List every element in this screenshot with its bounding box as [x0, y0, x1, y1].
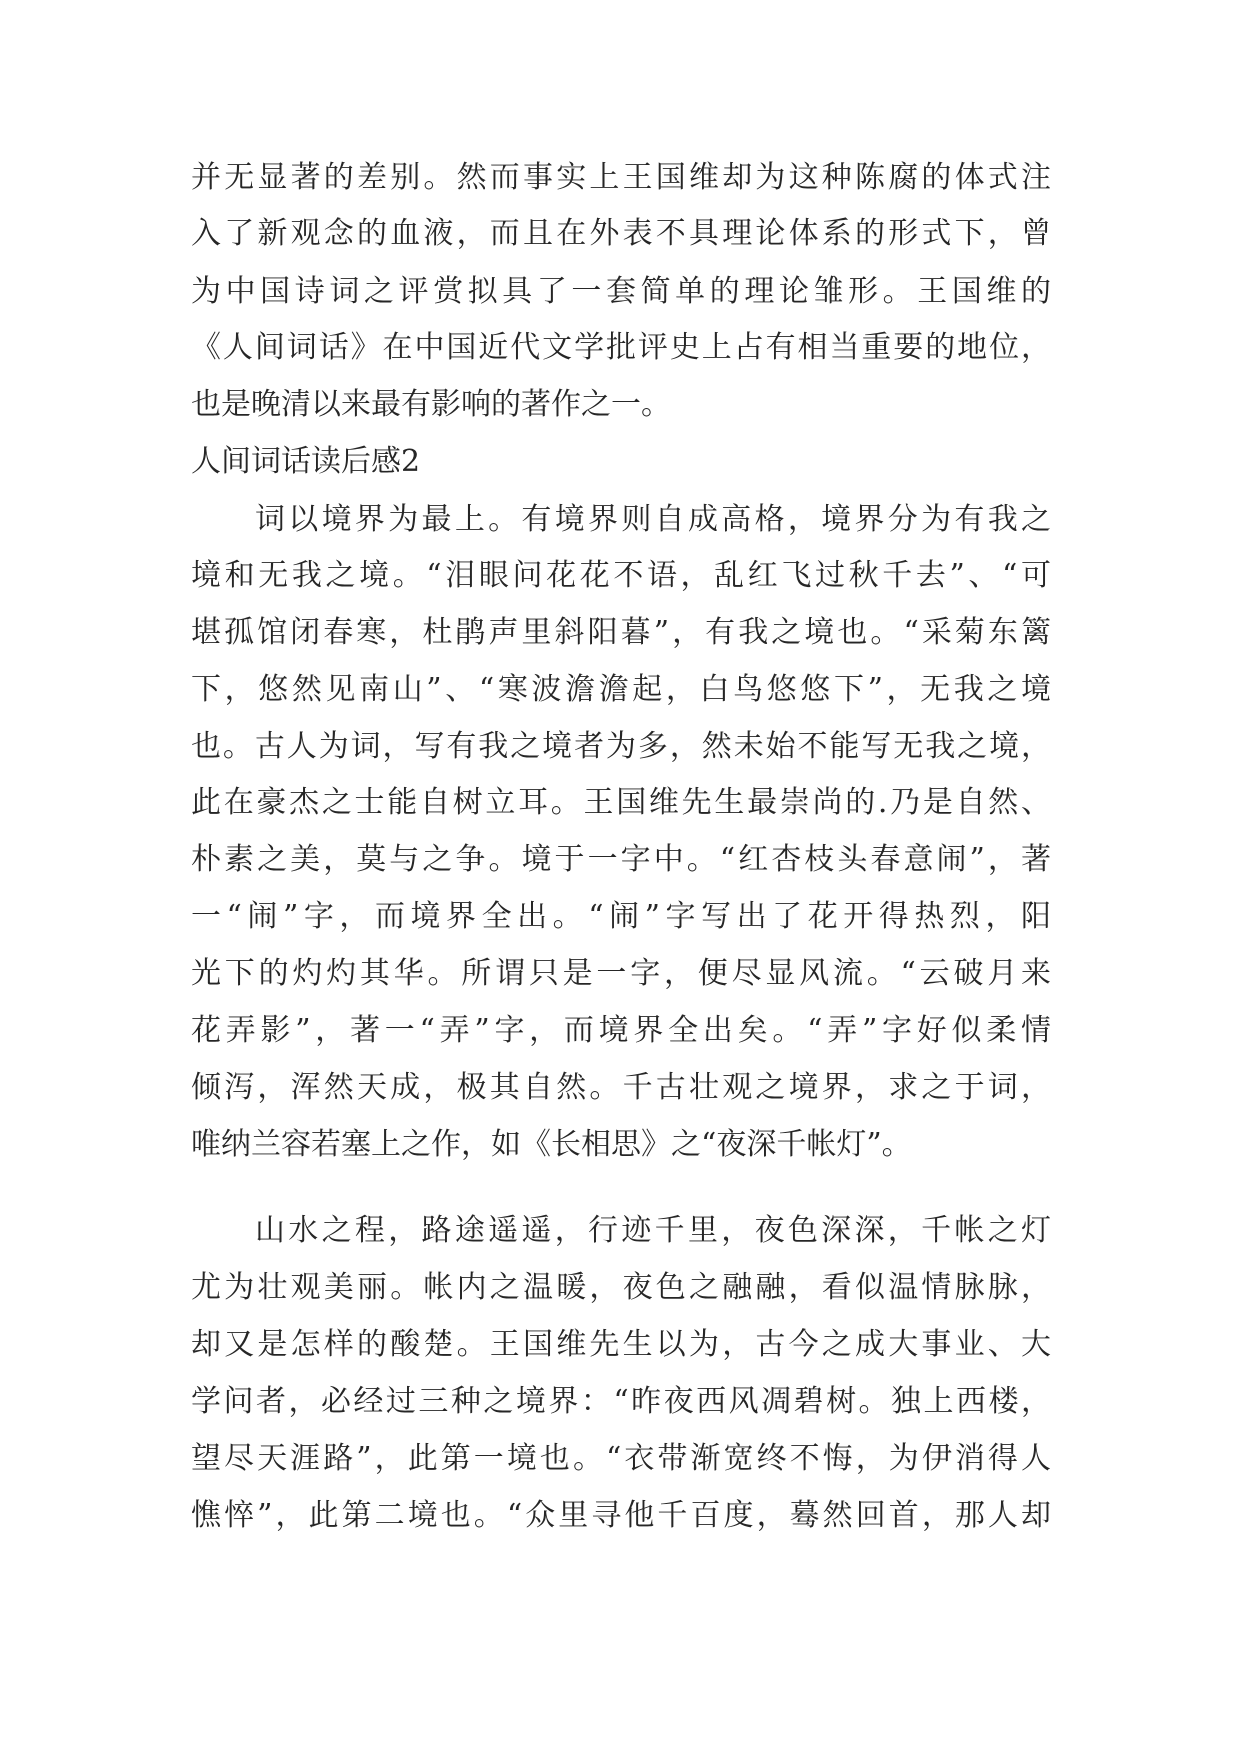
paragraph-line: 光下的灼灼其华。所谓只是一字，便尽显风流。“云破月来	[191, 956, 1051, 991]
paragraph-line: 山水之程，路途遥遥，行迹千里，夜色深深，千帐之灯	[255, 1213, 1051, 1248]
section-heading: 人间词话读后感2	[191, 444, 421, 479]
paragraph-line: 境和无我之境。“泪眼问花花不语，乱红飞过秋千去”、“可	[191, 558, 1051, 593]
paragraph-line: 倾泻，浑然天成，极其自然。千古壮观之境界，求之于词，	[191, 1070, 1051, 1105]
paragraph-line: 望尽天涯路”，此第一境也。“衣带渐宽终不悔，为伊消得人	[191, 1441, 1051, 1476]
paragraph-line: 下，悠然见南山”、“寒波澹澹起，白鸟悠悠下”，无我之境	[191, 672, 1051, 707]
paragraph-line: 入了新观念的血液，而且在外表不具理论体系的形式下，曾	[191, 216, 1051, 251]
paragraph-line: 并无显著的差别。然而事实上王国维却为这种陈腐的体式注	[191, 160, 1051, 195]
paragraph-line: 却又是怎样的酸楚。王国维先生以为，古今之成大事业、大	[191, 1327, 1051, 1362]
paragraph-line: 花弄影”，著一“弄”字，而境界全出矣。“弄”字好似柔情	[191, 1013, 1051, 1048]
paragraph-line: 尤为壮观美丽。帐内之温暖，夜色之融融，看似温情脉脉，	[191, 1270, 1051, 1305]
paragraph-line: 堪孤馆闭春寒，杜鹃声里斜阳暮”，有我之境也。“采菊东篱	[191, 615, 1051, 650]
paragraph-line: 为中国诗词之评赏拟具了一套简单的理论雏形。王国维的	[191, 274, 1051, 309]
paragraph-line: 《人间词话》在中国近代文学批评史上占有相当重要的地位，	[191, 330, 1051, 365]
paragraph-line: 也是晚清以来最有影响的著作之一。	[191, 387, 671, 422]
paragraph-line: 一“闹”字，而境界全出。“闹”字写出了花开得热烈，阳	[191, 899, 1051, 934]
paragraph-line: 此在豪杰之士能自树立耳。王国维先生最崇尚的.乃是自然、	[191, 785, 1051, 820]
paragraph-line: 憔悴”，此第二境也。“众里寻他千百度，蓦然回首，那人却	[191, 1498, 1051, 1533]
paragraph-line: 学问者，必经过三种之境界：“昨夜西风凋碧树。独上西楼，	[191, 1384, 1051, 1419]
paragraph-line: 朴素之美，莫与之争。境于一字中。“红杏枝头春意闹”，著	[191, 842, 1051, 877]
paragraph-line: 也。古人为词，写有我之境者为多，然未始不能写无我之境，	[191, 729, 1051, 764]
paragraph-line: 唯纳兰容若塞上之作，如《长相思》之“夜深千帐灯”。	[191, 1127, 912, 1162]
paragraph-line: 词以境界为最上。有境界则自成高格，境界分为有我之	[255, 502, 1051, 537]
